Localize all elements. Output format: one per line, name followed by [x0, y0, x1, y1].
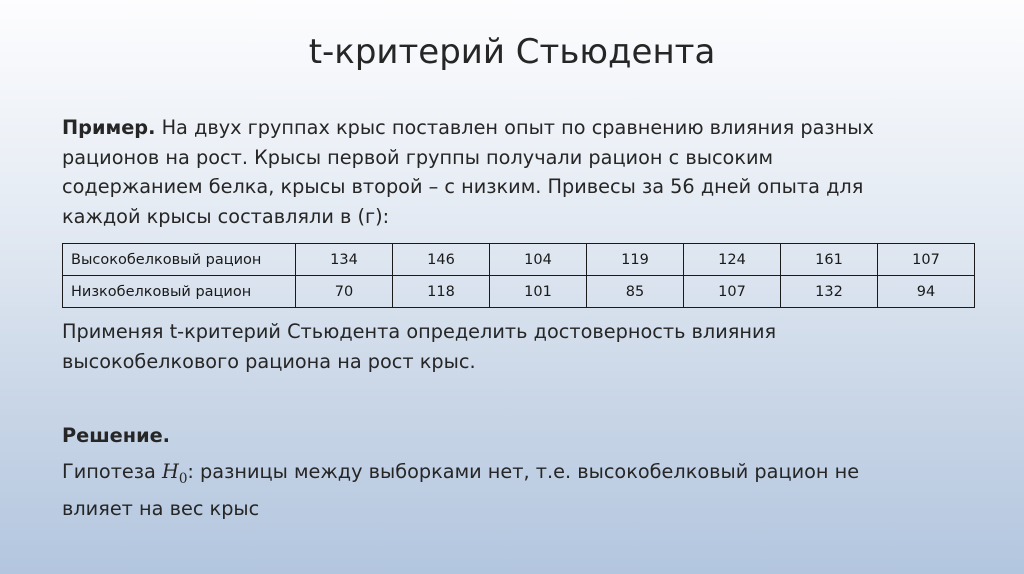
table-cell: 85: [587, 276, 684, 308]
hypothesis-text-1: : разницы между выборками нет, т.е. высокобелковый рацион не: [187, 460, 860, 483]
table-cell: 101: [490, 276, 587, 308]
table-cell: 146: [393, 244, 490, 276]
table-cell: 119: [587, 244, 684, 276]
row-label-high-protein: Высокобелковый рацион: [63, 244, 296, 276]
table-cell: 161: [781, 244, 878, 276]
example-paragraph: [62, 113, 874, 231]
table-cell: 94: [878, 276, 975, 308]
h0-letter: H: [162, 460, 179, 483]
task-line-1: Применяя t-критерий Стьюдента определить достоверность влияния: [62, 320, 777, 343]
h0-subscript: 0: [178, 470, 188, 487]
table-cell: 70: [296, 276, 393, 308]
table-row-high-protein: [63, 244, 975, 276]
table-cell: 132: [781, 276, 878, 308]
h0-symbol: [162, 460, 188, 487]
table-cell: 118: [393, 276, 490, 308]
table-cell: 107: [684, 276, 781, 308]
weight-gain-table: [62, 243, 975, 308]
task-paragraph: [62, 317, 776, 376]
slide-title: t-критерий Стьюдента: [308, 32, 716, 72]
example-line-3: содержанием белка, крысы второй – с низким. Привесы за 56 дней опыта для: [62, 175, 864, 198]
example-line-1: [62, 113, 874, 143]
table-cell: 104: [490, 244, 587, 276]
row-label-low-protein: Низкобелковый рацион: [63, 276, 296, 308]
hypothesis-line-1: [62, 457, 859, 494]
hypothesis-line-2: влияет на вес крыс: [62, 497, 260, 521]
example-line-4: каждой крысы составляли в (г):: [62, 204, 390, 228]
solution-heading: Решение.: [62, 424, 170, 447]
table-cell: 107: [878, 244, 975, 276]
example-text-1: На двух группах крыс поставлен опыт по сравнению влияния разных: [161, 116, 874, 139]
table-cell: 134: [296, 244, 393, 276]
hypothesis-paragraph: [62, 457, 859, 524]
hypothesis-prefix: Гипотеза: [62, 460, 156, 483]
example-label: Пример.: [62, 116, 156, 139]
task-line-2: высокобелкового рациона на рост крыс.: [62, 349, 476, 373]
example-line-2: рационов на рост. Крысы первой группы получали рацион с высоким: [62, 145, 774, 169]
table-cell: 124: [684, 244, 781, 276]
table-row-low-protein: [63, 276, 975, 308]
